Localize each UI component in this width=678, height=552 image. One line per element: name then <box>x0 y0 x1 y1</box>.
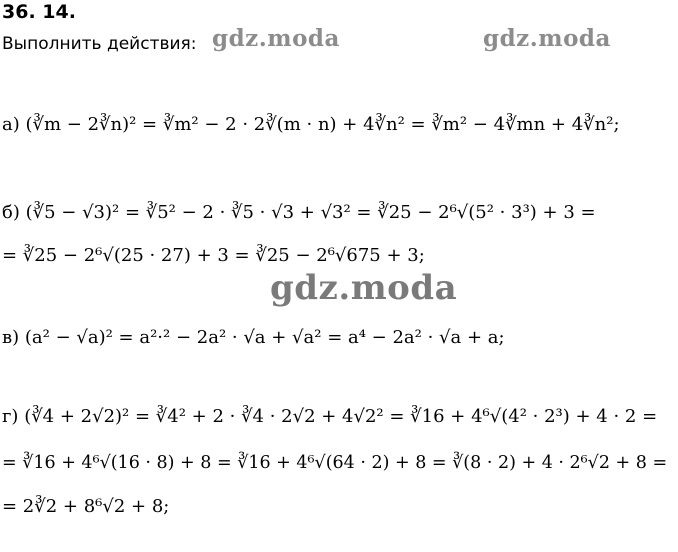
task-statement: Выполнить действия: <box>2 34 197 54</box>
part-label: г) <box>2 406 19 427</box>
exercise-number: 36. 14. <box>2 1 76 23</box>
equation-line: (∛5 − √3)² = ∛5² − 2 · ∛5 · √3 + √3² = ∛25 − 2⁶√(5² · 3³) + 3 = <box>25 202 596 223</box>
part-label: б) <box>2 202 20 223</box>
equation-line: (∛4 + 2√2)² = ∛4² + 2 · ∛4 · 2√2 + 4√2² = ∛16 + 4⁶√(4² · 2³) + 4 · 2 = <box>24 406 658 427</box>
equation-line: = ∛16 + 4⁶√(16 · 8) + 8 = ∛16 + 4⁶√(64 · 2) + 8 = ∛(8 · 2) + 4 · 2⁶√2 + 8 = <box>2 453 668 473</box>
part-label: в) <box>2 327 20 348</box>
watermark: gdz.moda <box>270 268 458 308</box>
watermark: gdz.moda <box>483 25 611 52</box>
equation-line: (∛m − 2∛n)² = ∛m² − 2 · 2∛(m · n) + 4∛n² = ∛m² − 4∛mn + 4∛n²; <box>25 114 620 135</box>
equation-line: (a² − √a)² = a²·² − 2a² · √a + √a² = a⁴ − 2a² · √a + a; <box>24 327 505 348</box>
watermark: gdz.moda <box>212 25 340 52</box>
part-label: a) <box>2 114 20 135</box>
equation-line: = 2∛2 + 8⁶√2 + 8; <box>2 496 170 517</box>
equation-line: = ∛25 − 2⁶√(25 · 27) + 3 = ∛25 − 2⁶√675 + 3; <box>2 245 425 266</box>
